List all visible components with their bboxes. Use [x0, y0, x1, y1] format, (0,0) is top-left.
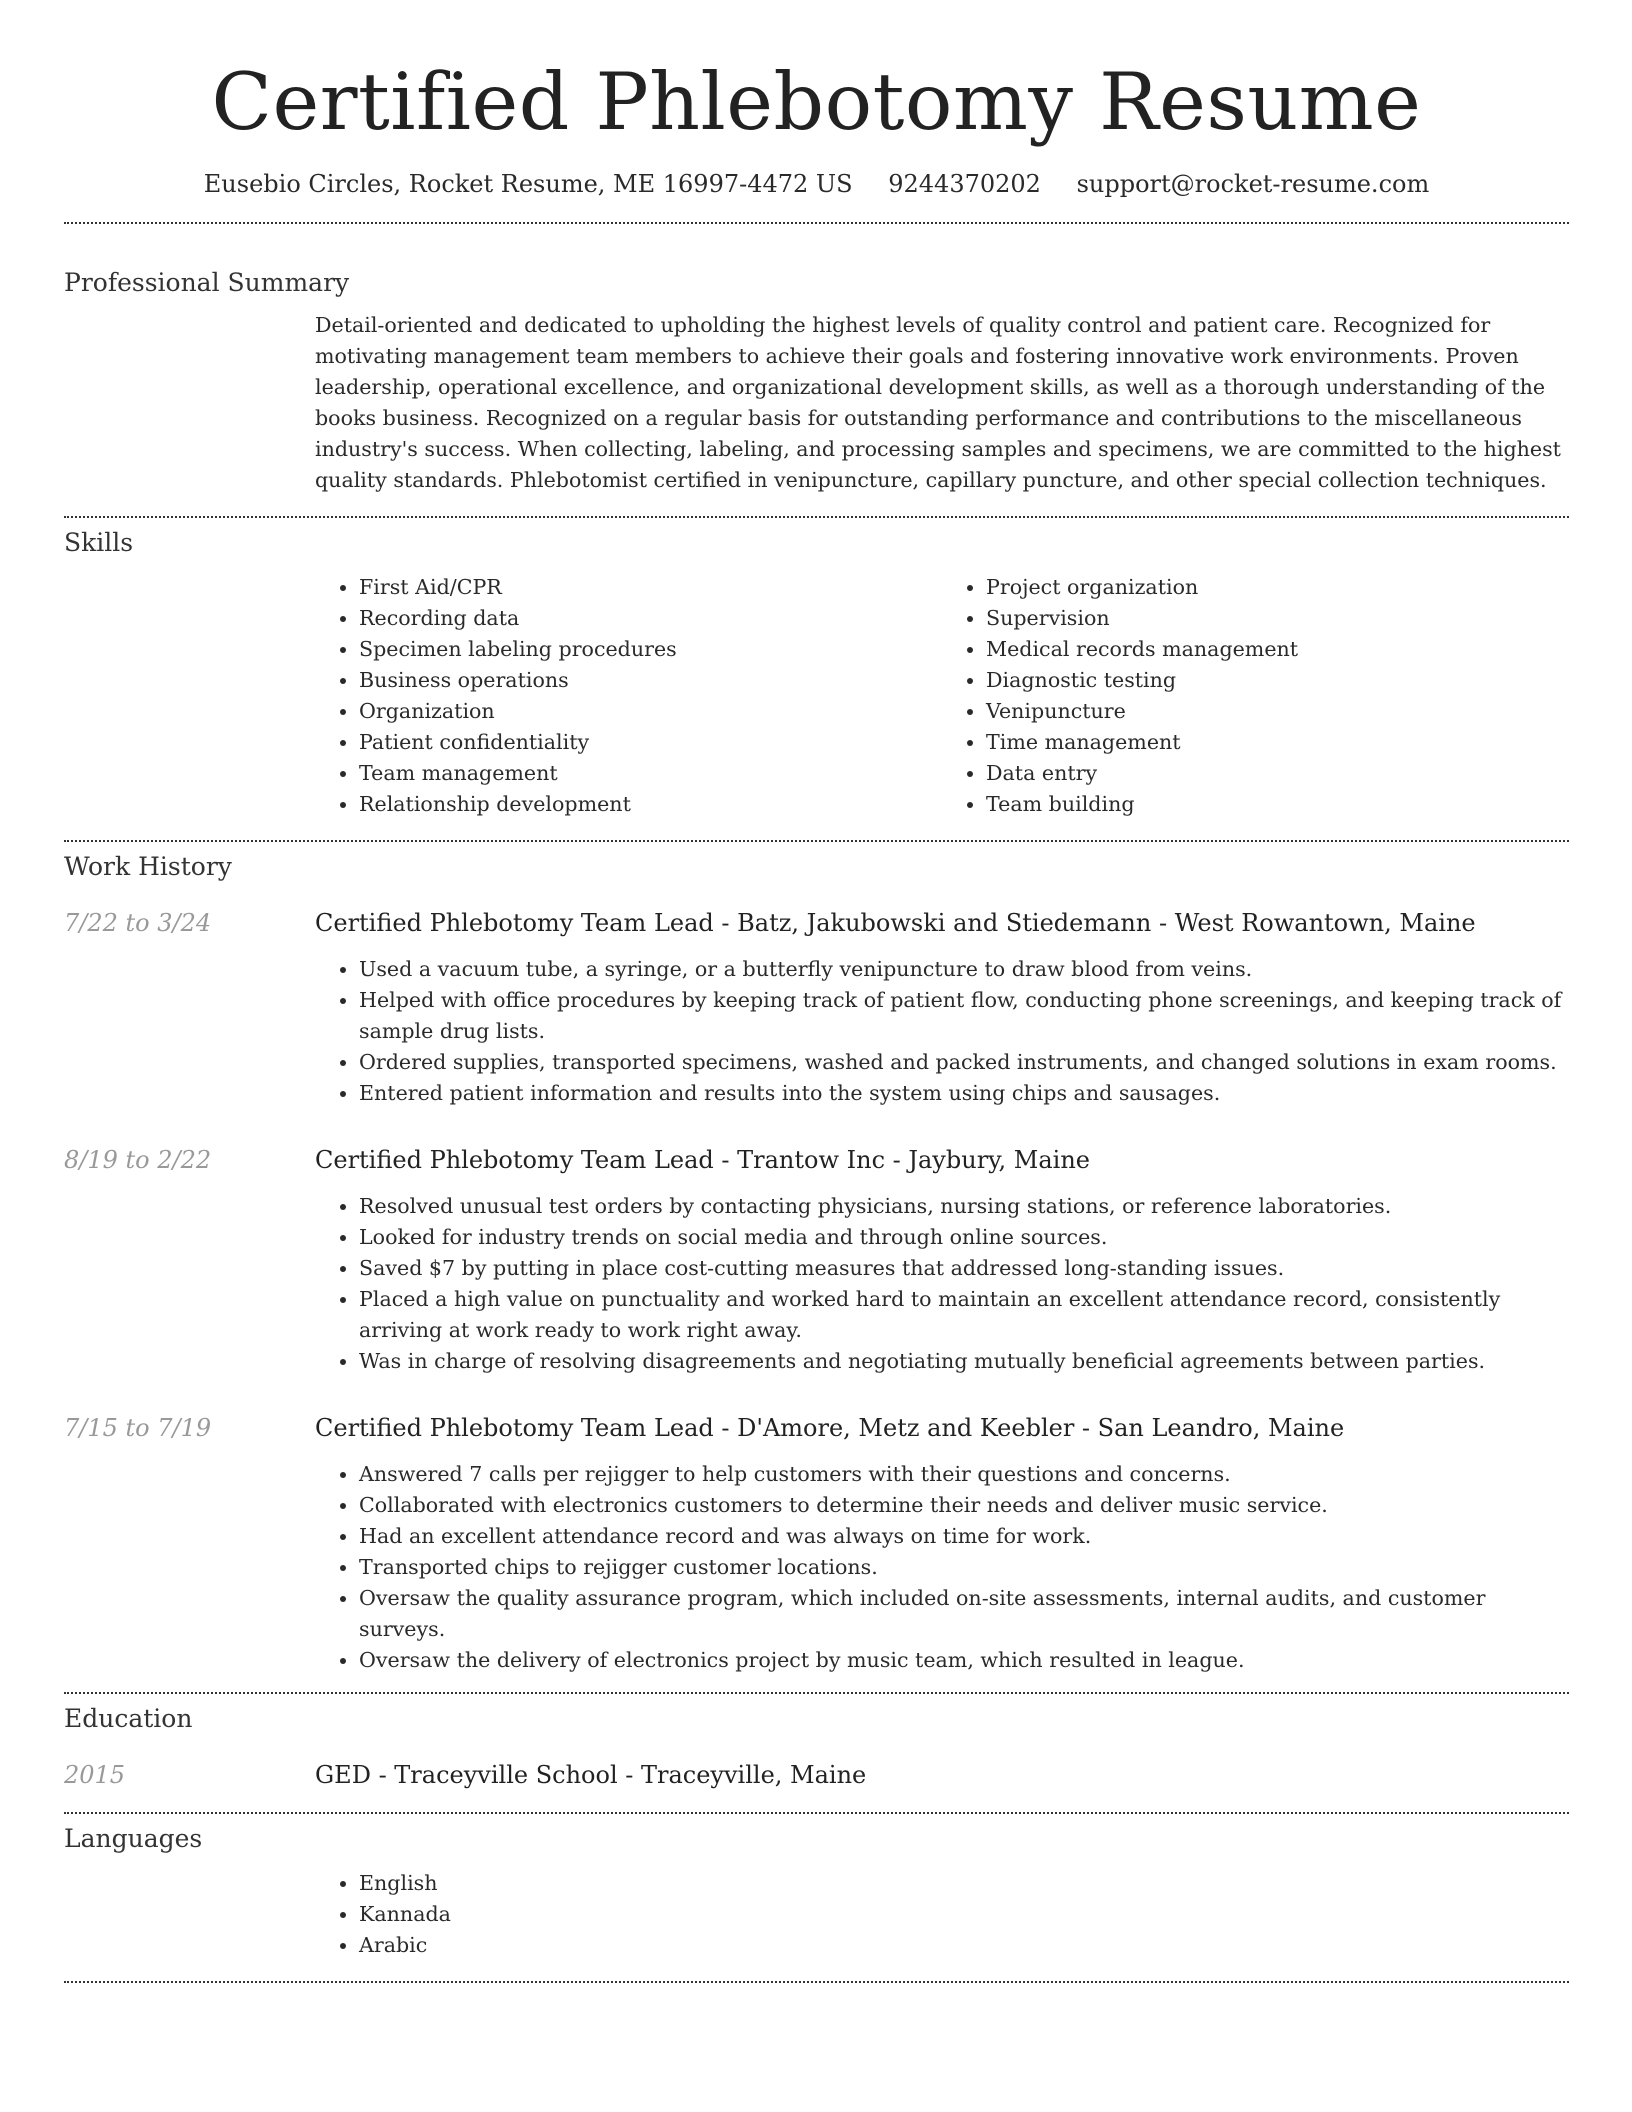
job-entry — [64, 906, 1569, 1109]
skill-item: • Medical records management — [986, 634, 1569, 665]
job-bullet: • Placed a high value on punctuality and worked hard to maintain an excellent attendance record, consistently arriving at work ready to work right away. — [359, 1284, 1569, 1346]
job-bullet: • Used a vacuum tube, a syringe, or a butterfly venipuncture to draw blood from veins. — [359, 954, 1569, 985]
skill-item: • Organization — [359, 696, 942, 727]
skill-item: • Supervision — [986, 603, 1569, 634]
languages-list — [315, 1868, 1569, 1961]
languages-section — [64, 1814, 1569, 1961]
language-item: • Kannada — [359, 1899, 1569, 1930]
education-date: 2015 — [64, 1761, 126, 1789]
skill-item: • Team management — [359, 758, 942, 789]
education-heading: Education — [64, 1704, 193, 1733]
job-bullets — [315, 954, 1569, 1109]
work-heading: Work History — [64, 852, 232, 881]
education-section — [64, 1694, 1569, 1792]
job-date: 7/15 to 7/19 — [64, 1414, 212, 1442]
education-entry: GED - Traceyville School - Traceyville, Maine — [315, 1761, 867, 1789]
job-bullet: • Entered patient information and results into the system using chips and sausages. — [359, 1078, 1569, 1109]
skill-item: • Time management — [986, 727, 1569, 758]
job-title: Certified Phlebotomy Team Lead - Batz, Jakubowski and Stiedemann - West Rowantown, Maine — [315, 909, 1476, 937]
work-section — [64, 842, 1569, 1676]
job-date: 8/19 to 2/22 — [64, 1146, 212, 1174]
job-entry — [64, 1143, 1569, 1377]
skill-item: • Venipuncture — [986, 696, 1569, 727]
job-bullets — [315, 1191, 1569, 1377]
job-date: 7/22 to 3/24 — [64, 909, 212, 937]
skill-item: • Relationship development — [359, 789, 942, 820]
job-bullets — [315, 1459, 1569, 1676]
job-bullet: • Had an excellent attendance record and was always on time for work. — [359, 1521, 1569, 1552]
skill-item: • First Aid/CPR — [359, 572, 942, 603]
skill-item: • Business operations — [359, 665, 942, 696]
job-bullet: • Ordered supplies, transported specimens, washed and packed instruments, and changed solutions in exam rooms. — [359, 1047, 1569, 1078]
skill-item: • Diagnostic testing — [986, 665, 1569, 696]
summary-section — [64, 224, 1569, 496]
skill-item: • Patient confidentiality — [359, 727, 942, 758]
job-bullet: • Transported chips to rejigger customer locations. — [359, 1552, 1569, 1583]
contact-email: support@rocket-resume.com — [1076, 170, 1430, 198]
job-bullet: • Resolved unusual test orders by contacting physicians, nursing stations, or reference laboratories. — [359, 1191, 1569, 1222]
skill-item: • Team building — [986, 789, 1569, 820]
job-bullet: • Answered 7 calls per rejigger to help customers with their questions and concerns. — [359, 1459, 1569, 1490]
language-item: • Arabic — [359, 1930, 1569, 1961]
job-bullet: • Oversaw the delivery of electronics project by music team, which resulted in league. — [359, 1645, 1569, 1676]
job-title: Certified Phlebotomy Team Lead - Trantow Inc - Jaybury, Maine — [315, 1146, 1091, 1174]
skills-list-right — [942, 572, 1569, 820]
job-bullet: • Looked for industry trends on social media and through online sources. — [359, 1222, 1569, 1253]
skills-heading: Skills — [64, 528, 134, 557]
summary-heading: Professional Summary — [64, 268, 350, 297]
job-bullet: • Saved $7 by putting in place cost-cutting measures that addressed long-standing issues. — [359, 1253, 1569, 1284]
skill-item: • Recording data — [359, 603, 942, 634]
skills-section — [64, 518, 1569, 820]
resume-title: Certified Phlebotomy Resume — [211, 56, 1422, 148]
job-bullet: • Helped with office procedures by keeping track of patient flow, conducting phone screenings, and keeping track of sample drug lists. — [359, 985, 1569, 1047]
contact-phone: 9244370202 — [888, 170, 1041, 198]
skills-list-left — [315, 572, 942, 820]
job-entry — [64, 1411, 1569, 1676]
job-bullet: • Collaborated with electronics customers to determine their needs and deliver music service. — [359, 1490, 1569, 1521]
contact-address: Eusebio Circles, Rocket Resume, ME 16997-4472 US — [203, 170, 853, 198]
skill-item: • Specimen labeling procedures — [359, 634, 942, 665]
divider — [64, 1981, 1569, 1983]
languages-heading: Languages — [64, 1824, 203, 1853]
resume-page — [64, 0, 1569, 1983]
skill-item: • Data entry — [986, 758, 1569, 789]
language-item: • English — [359, 1868, 1569, 1899]
job-title: Certified Phlebotomy Team Lead - D'Amore, Metz and Keebler - San Leandro, Maine — [315, 1414, 1345, 1442]
contact-info — [64, 166, 1569, 202]
summary-text: Detail-oriented and dedicated to upholding the highest levels of quality control and patient care. Recognized for motivating management team members to achieve their goals and fostering innovative work environments. Proven leadership, operational excellence, and organizational development skills, as well as a thorough understanding of the books business. Recognized on a regular basis for outstanding performance and contributions to the miscellaneous industry's success. When collecting, labeling, and processing samples and specimens, we are committed to the highest quality standards. Phlebotomist certified in venipuncture, capillary puncture, and other special collection techniques. — [315, 313, 1561, 492]
skill-item: • Project organization — [986, 572, 1569, 603]
job-bullet: • Oversaw the quality assurance program, which included on-site assessments, internal audits, and customer surveys. — [359, 1583, 1569, 1645]
job-bullet: • Was in charge of resolving disagreements and negotiating mutually beneficial agreements between parties. — [359, 1346, 1569, 1377]
